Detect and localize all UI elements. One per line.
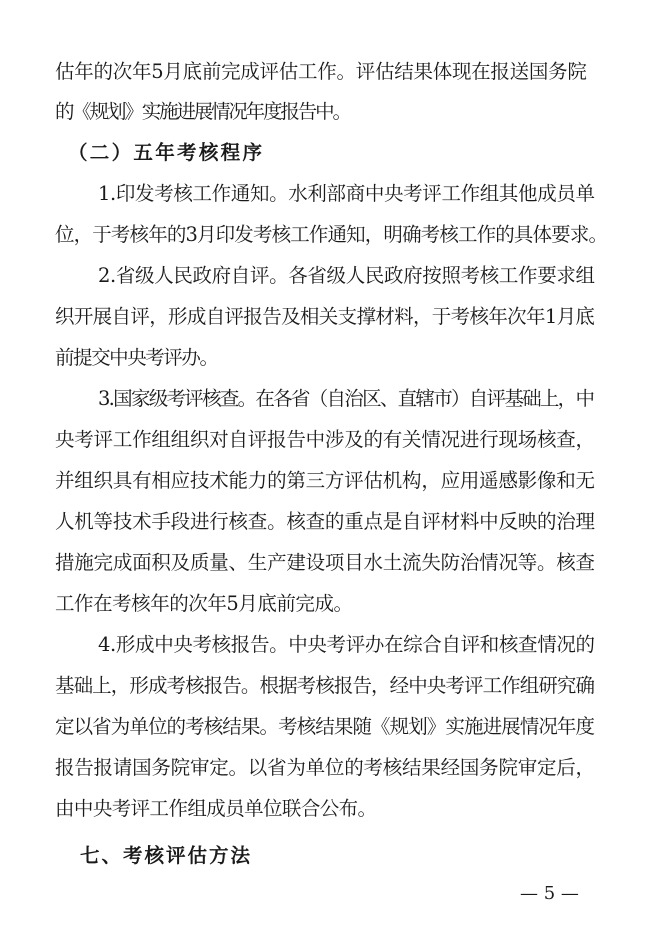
line-text: （二）五年考核程序	[68, 141, 265, 164]
line-text: 4.形成中央考核报告。中央考评办在综合自评和核查情况的	[98, 633, 595, 656]
line-text: 位，于考核年的3月印发考核工作通知，明确考核工作的具体要求。	[55, 223, 608, 246]
line-text: 七、考核评估方法	[80, 844, 253, 867]
line-text: 基础上，形成考核报告。根据考核报告，经中央考评工作组研究确	[55, 674, 595, 697]
line-text: 的《规划》实施进展情况年度报告中。	[55, 100, 350, 123]
line-text: 人机等技术手段进行核查。核查的重点是自评材料中反映的治理	[55, 510, 595, 533]
line-text: 工作在考核年的次年5月底前完成。	[55, 592, 353, 615]
line-text: 定以省为单位的考核结果。考核结果随《规划》实施进展情况年度	[55, 715, 595, 738]
line-text: 1.印发考核工作通知。水利部商中央考评工作组其他成员单	[98, 182, 595, 205]
line-text: 估年的次年5月底前完成评估工作。评估结果体现在报送国务院	[55, 60, 587, 83]
page-number: — 5 —	[520, 883, 579, 904]
line-text: 由中央考评工作组成员单位联合公布。	[55, 797, 377, 820]
line-text: 3.国家级考评核查。在各省（自治区、直辖市）自评基础上，中	[98, 387, 594, 410]
line-text: 前提交中央考评办。	[55, 346, 218, 369]
line-text: 报告报请国务院审定。以省为单位的考核结果经国务院审定后，	[55, 756, 595, 779]
line-text: 2.省级人民政府自评。各省级人民政府按照考核工作要求组	[98, 264, 595, 287]
line-text: 并组织具有相应技术能力的第三方评估机构，应用遥感影像和无	[55, 469, 595, 492]
line-text: 织开展自评，形成自评报告及相关支撑材料，于考核年次年1月底	[55, 305, 595, 328]
line-text: 措施完成面积及质量、生产建设项目水土流失防治情况等。核查	[55, 551, 595, 574]
line-text: 央考评工作组组织对自评报告中涉及的有关情况进行现场核查，	[55, 428, 595, 451]
